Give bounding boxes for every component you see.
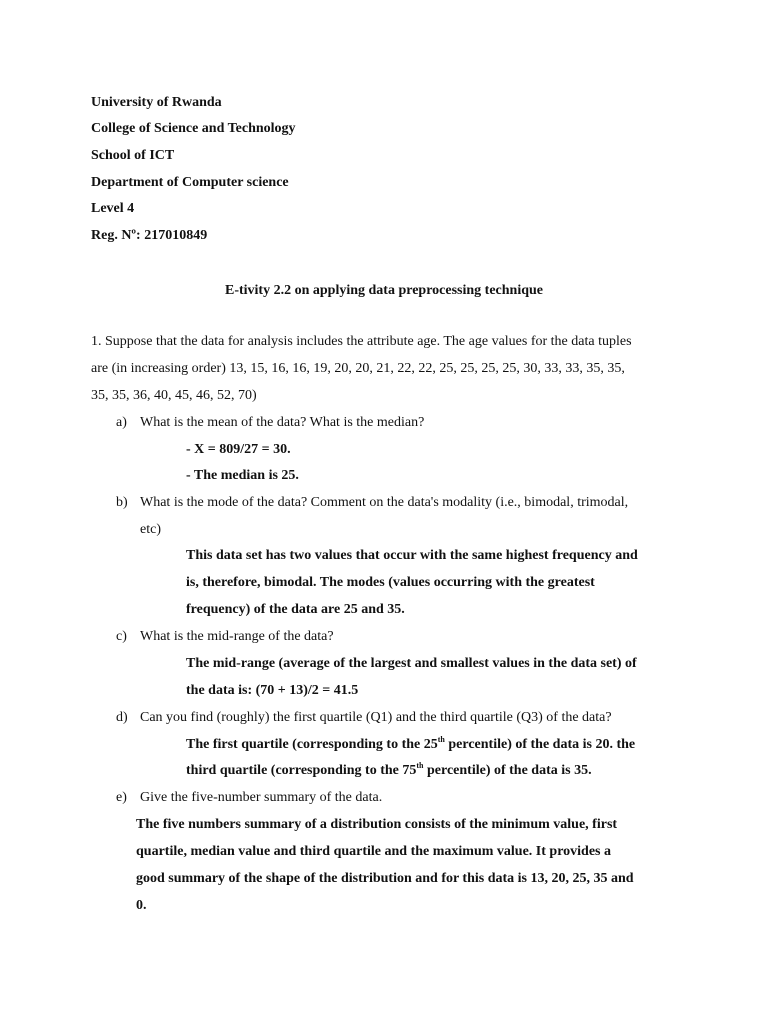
registration-number: Reg. Nº: 217010849 xyxy=(91,228,208,243)
university-name: University of Rwanda xyxy=(91,95,222,110)
part-c-marker: c) xyxy=(116,629,127,644)
part-e-marker: e) xyxy=(116,790,127,805)
school-name: School of ICT xyxy=(91,148,175,163)
part-d-marker: d) xyxy=(116,710,128,725)
level: Level 4 xyxy=(91,201,135,216)
part-b-answer: frequency) of the data are 25 and 35. xyxy=(186,602,405,617)
part-a-answer-median: - The median is 25. xyxy=(186,468,299,483)
ordinal-suffix: th xyxy=(437,735,445,744)
ordinal-suffix: th xyxy=(416,761,424,770)
part-e-answer: good summary of the shape of the distribution and for this data is 13, 20, 25, 35 and xyxy=(136,871,634,886)
part-a-marker: a) xyxy=(116,415,127,430)
part-e-answer: quartile, median value and third quartile and the maximum value. It provides a xyxy=(136,844,612,859)
part-e-answer: The five numbers summary of a distribution consists of the minimum value, first xyxy=(136,817,618,832)
part-b-marker: b) xyxy=(116,495,128,510)
department-name: Department of Computer science xyxy=(91,175,289,190)
part-d-answer-q1-text: The first quartile (corresponding to the 25 xyxy=(186,737,438,752)
part-e-answer: 0. xyxy=(136,898,147,913)
part-b-answer: is, therefore, bimodal. The modes (values occurring with the greatest xyxy=(186,575,595,590)
part-d-answer-q1 xyxy=(186,736,635,754)
part-a-question: What is the mean of the data? What is the median? xyxy=(140,415,425,430)
part-b-answer: This data set has two values that occur with the same highest frequency and xyxy=(186,548,638,563)
part-d-question: Can you find (roughly) the first quartile (Q1) and the third quartile (Q3) of the data? xyxy=(140,710,612,725)
part-c-answer: The mid-range (average of the largest and smallest values in the data set) of xyxy=(186,656,637,671)
part-a-answer-mean: - X = 809/27 = 30. xyxy=(186,442,291,457)
part-d-answer-q3 xyxy=(186,762,592,780)
part-b-question-cont: etc) xyxy=(140,522,161,537)
college-name: College of Science and Technology xyxy=(91,121,296,136)
question-line: 35, 35, 36, 40, 45, 46, 52, 70) xyxy=(91,388,257,403)
document-title: E-tivity 2.2 on applying data preprocessing technique xyxy=(224,283,544,298)
part-b-question: What is the mode of the data? Comment on the data's modality (i.e., bimodal, trimodal, xyxy=(140,495,629,510)
part-e-question: Give the five-number summary of the data. xyxy=(140,790,383,805)
part-d-answer-q1-text-end: percentile) of the data is 20. the xyxy=(444,737,636,752)
question-line: 1. Suppose that the data for analysis includes the attribute age. The age values for the data tuples xyxy=(91,334,632,349)
question-line: are (in increasing order) 13, 15, 16, 16, 19, 20, 20, 21, 22, 22, 25, 25, 25, 25, 30, 33, 33, 35, 35, xyxy=(91,361,625,376)
part-d-answer-q3-text: third quartile (corresponding to the 75 xyxy=(186,763,417,778)
part-c-question: What is the mid-range of the data? xyxy=(140,629,334,644)
part-d-answer-q3-text-end: percentile) of the data is 35. xyxy=(423,763,592,778)
part-c-answer: the data is: (70 + 13)/2 = 41.5 xyxy=(186,683,359,698)
